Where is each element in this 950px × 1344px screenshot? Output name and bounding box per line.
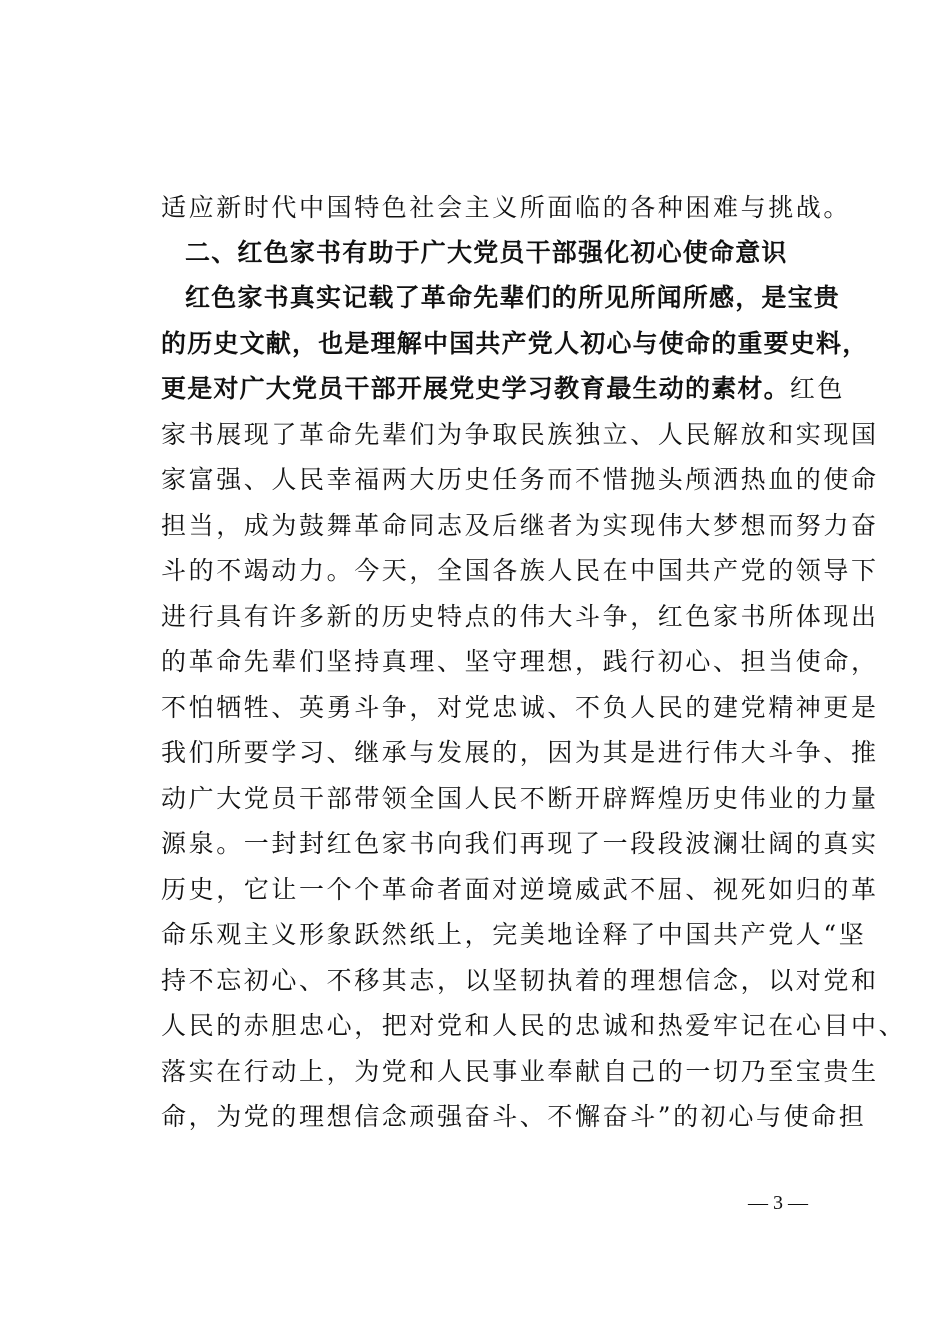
body-line-12: 不怕牺牲、英勇斗争，对党忠诚、不负人民的建党精神更是 <box>161 693 879 722</box>
section-heading: 二、红色家书有助于广大党员干部强化初心使命意识 <box>185 238 788 267</box>
body-line-21: 命，为党的理想信念顽强奋斗、不懈奋斗”的初心与使命担 <box>161 1102 867 1131</box>
body-line-11: 的革命先辈们坚持真理、坚守理想，践行初心、担当使命， <box>161 647 879 676</box>
body-line-16: 历史，它让一个个革命者面对逆境威武不屈、视死如归的革 <box>161 875 879 904</box>
body-line-6: 家书展现了革命先辈们为争取民族独立、人民解放和实现国 <box>161 420 879 449</box>
body-line-15: 源泉。一封封红色家书向我们再现了一段段波澜壮阔的真实 <box>161 829 879 858</box>
body-line-7: 家富强、人民幸福两大历史任务而不惜抛头颅洒热血的使命 <box>161 465 879 494</box>
body-line-10: 进行具有许多新的历史特点的伟大斗争，红色家书所体现出 <box>161 602 879 631</box>
body-line-19: 人民的赤胆忠心，把对党和人民的忠诚和热爱牢记在心目中、 <box>161 1011 907 1040</box>
body-line-bold-2: 的历史文献，也是理解中国共产党人初心与使命的重要史料， <box>161 329 869 358</box>
body-line-18: 持不忘初心、不移其志，以坚韧执着的理想信念，以对党和 <box>161 966 879 995</box>
bold-sentence: 更是对广大党员干部开展党史学习教育最生动的素材。 <box>161 374 790 403</box>
body-line-bold-1: 红色家书真实记载了革命先辈们的所见所闻所感，是宝贵 <box>185 283 841 312</box>
page-number: — 3 — <box>748 1192 808 1214</box>
body-line-13: 我们所要学习、继承与发展的，因为其是进行伟大斗争、推 <box>161 738 879 767</box>
body-line-17: 命乐观主义形象跃然纸上，完美地诠释了中国共产党人“坚 <box>161 920 867 949</box>
normal-continuation: 红色 <box>789 374 846 403</box>
body-line-8: 担当，成为鼓舞革命同志及后继者为实现伟大梦想而努力奋 <box>161 511 879 540</box>
body-line-1: 适应新时代中国特色社会主义所面临的各种困难与挑战。 <box>161 193 852 222</box>
body-line-20: 落实在行动上，为党和人民事业奉献自己的一切乃至宝贵生 <box>161 1057 879 1086</box>
body-line-mixed <box>161 366 861 412</box>
body-line-9: 斗的不竭动力。今天，全国各族人民在中国共产党的领导下 <box>161 556 879 585</box>
body-line-14: 动广大党员干部带领全国人民不断开辟辉煌历史伟业的力量 <box>161 784 879 813</box>
